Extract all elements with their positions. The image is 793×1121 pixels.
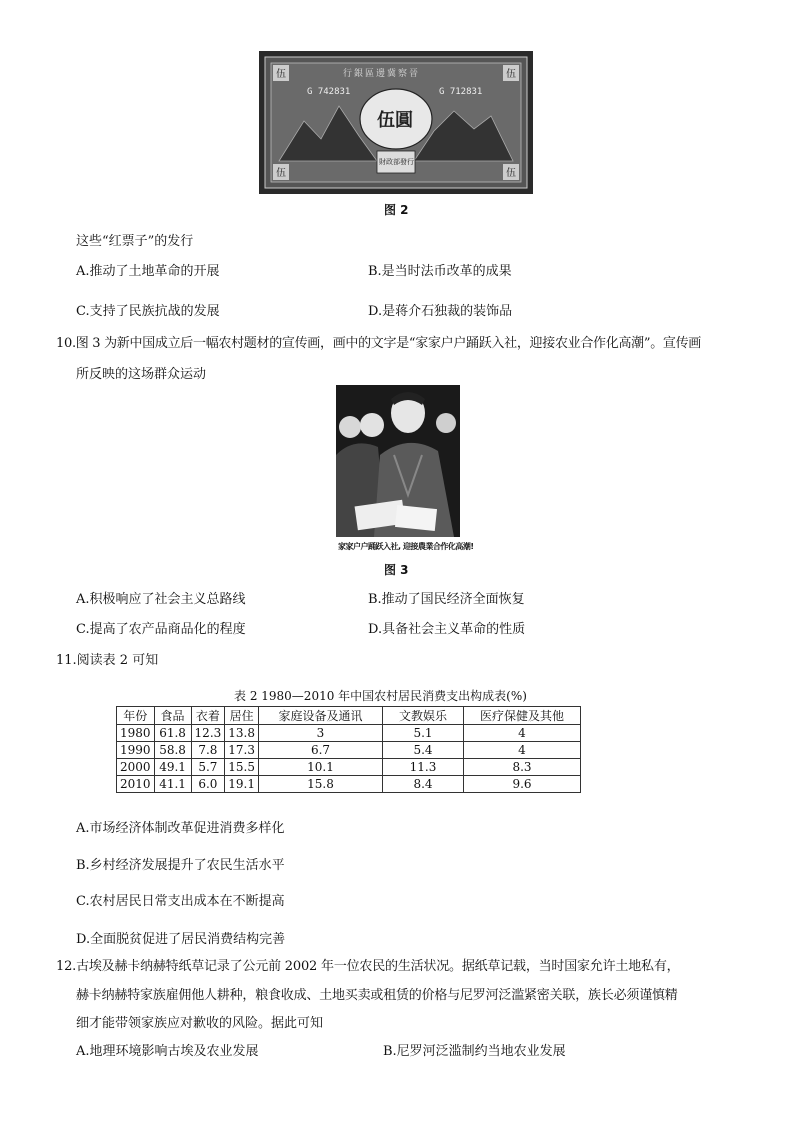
banknote-denomination: 伍圓 xyxy=(377,110,413,131)
table-cell: 10.1 xyxy=(258,759,382,776)
q10-stem-line1: 10.图 3 为新中国成立后一幅农村题材的宣传画，画中的文字是“家家户户踊跃入社，迎接农业合作化高潮”。宣传画 xyxy=(56,336,702,351)
q9-stem: 这些“红票子”的发行 xyxy=(76,234,194,249)
table-cell: 2000 xyxy=(117,759,155,776)
table-cell: 6.0 xyxy=(191,776,225,793)
table-cell: 19.1 xyxy=(225,776,259,793)
table-cell: 12.3 xyxy=(191,725,225,742)
table-cell: 13.8 xyxy=(225,725,259,742)
figure2-caption: 图 2 xyxy=(384,203,409,217)
q10-stem-line2: 所反映的这场群众运动 xyxy=(76,367,207,382)
table-cell: 8.3 xyxy=(463,759,580,776)
q11-stem: 11.阅读表 2 可知 xyxy=(56,653,159,668)
table-cell: 5.1 xyxy=(382,725,463,742)
table-cell: 15.5 xyxy=(225,759,259,776)
table-header-cell: 衣着 xyxy=(191,707,225,725)
q9-option-d: D.是蒋介石独裁的装饰品 xyxy=(368,304,513,319)
table-cell: 49.1 xyxy=(154,759,191,776)
q12-option-a: A.地理环境影响古埃及农业发展 xyxy=(76,1044,259,1059)
table-row xyxy=(117,742,581,759)
table-header-cell: 文教娱乐 xyxy=(382,707,463,725)
table2-title: 表 2 1980—2010 年中国农村居民消费支出构成表(%) xyxy=(234,689,527,703)
q11-option-c: C.农村居民日常支出成本在不断提高 xyxy=(76,894,285,909)
propaganda-poster-image xyxy=(336,385,474,557)
table-cell: 7.8 xyxy=(191,742,225,759)
table-header-cell: 家庭设备及通讯 xyxy=(258,707,382,725)
svg-text:伍: 伍 xyxy=(276,168,286,179)
table-cell: 2010 xyxy=(117,776,155,793)
table-cell: 3 xyxy=(258,725,382,742)
table-cell: 9.6 xyxy=(463,776,580,793)
table-cell: 58.8 xyxy=(154,742,191,759)
q11-option-d: D.全面脱贫促进了居民消费结构完善 xyxy=(76,932,286,947)
q12-stem-line2: 赫卡纳赫特家族雇佣他人耕种，粮食收成、土地买卖或租赁的价格与尼罗河泛滥紧密关联，族长必须谨慎精 xyxy=(76,988,678,1003)
svg-text:伍: 伍 xyxy=(506,168,516,179)
q10-option-c: C.提高了农产品商品化的程度 xyxy=(76,622,246,637)
table-header-cell: 食品 xyxy=(154,707,191,725)
table-cell: 4 xyxy=(463,742,580,759)
svg-text:伍: 伍 xyxy=(506,69,516,80)
q12-stem-line1: 12.古埃及赫卡纳赫特纸草记录了公元前 2002 年一位农民的生活状况。据纸草记载，当时国家允许土地私有， xyxy=(56,959,680,974)
banknote-serial-left: G 742831 xyxy=(307,87,351,97)
q12-stem-line3: 细才能带领家族应对歉收的风险。据此可知 xyxy=(76,1016,324,1031)
table-cell: 5.4 xyxy=(382,742,463,759)
banknote-bank-name: 行銀區邊冀察晉 xyxy=(343,69,421,79)
table-row xyxy=(117,725,581,742)
table-header-cell: 医疗保健及其他 xyxy=(463,707,580,725)
banknote-stamp: 財政部發行 xyxy=(379,158,414,166)
q9-option-a: A.推动了土地革命的开展 xyxy=(76,264,220,279)
table-header-row xyxy=(117,707,581,725)
table-cell: 17.3 xyxy=(225,742,259,759)
q12-option-b: B.尼罗河泛滥制约当地农业发展 xyxy=(383,1044,566,1059)
q9-option-b: B.是当时法币改革的成果 xyxy=(368,264,512,279)
table-row xyxy=(117,759,581,776)
table-cell: 8.4 xyxy=(382,776,463,793)
poster-slogan: 家家户户踊跃入社, 迎接農業合作化高潮! xyxy=(338,542,474,551)
table-cell: 41.1 xyxy=(154,776,191,793)
svg-text:伍: 伍 xyxy=(276,69,286,80)
table-row xyxy=(117,776,581,793)
figure3-caption: 图 3 xyxy=(384,563,409,577)
poster-illustration xyxy=(336,385,460,557)
q9-option-c: C.支持了民族抗战的发展 xyxy=(76,304,220,319)
table-cell: 5.7 xyxy=(191,759,225,776)
banknote-image xyxy=(259,51,533,194)
q10-option-a: A.积极响应了社会主义总路线 xyxy=(76,592,246,607)
table-header-cell: 居住 xyxy=(225,707,259,725)
table-cell: 1990 xyxy=(117,742,155,759)
consumption-table xyxy=(116,706,581,793)
q11-option-a: A.市场经济体制改革促进消费多样化 xyxy=(76,821,285,836)
q10-option-b: B.推动了国民经济全面恢复 xyxy=(368,592,525,607)
table-cell: 6.7 xyxy=(258,742,382,759)
q11-option-b: B.乡村经济发展提升了农民生活水平 xyxy=(76,858,285,873)
q10-option-d: D.具备社会主义革命的性质 xyxy=(368,622,526,637)
banknote-serial-right: G 712831 xyxy=(439,87,483,97)
table-cell: 11.3 xyxy=(382,759,463,776)
table-cell: 15.8 xyxy=(258,776,382,793)
table-cell: 1980 xyxy=(117,725,155,742)
table-header-cell: 年份 xyxy=(117,707,155,725)
table-cell: 4 xyxy=(463,725,580,742)
table-cell: 61.8 xyxy=(154,725,191,742)
